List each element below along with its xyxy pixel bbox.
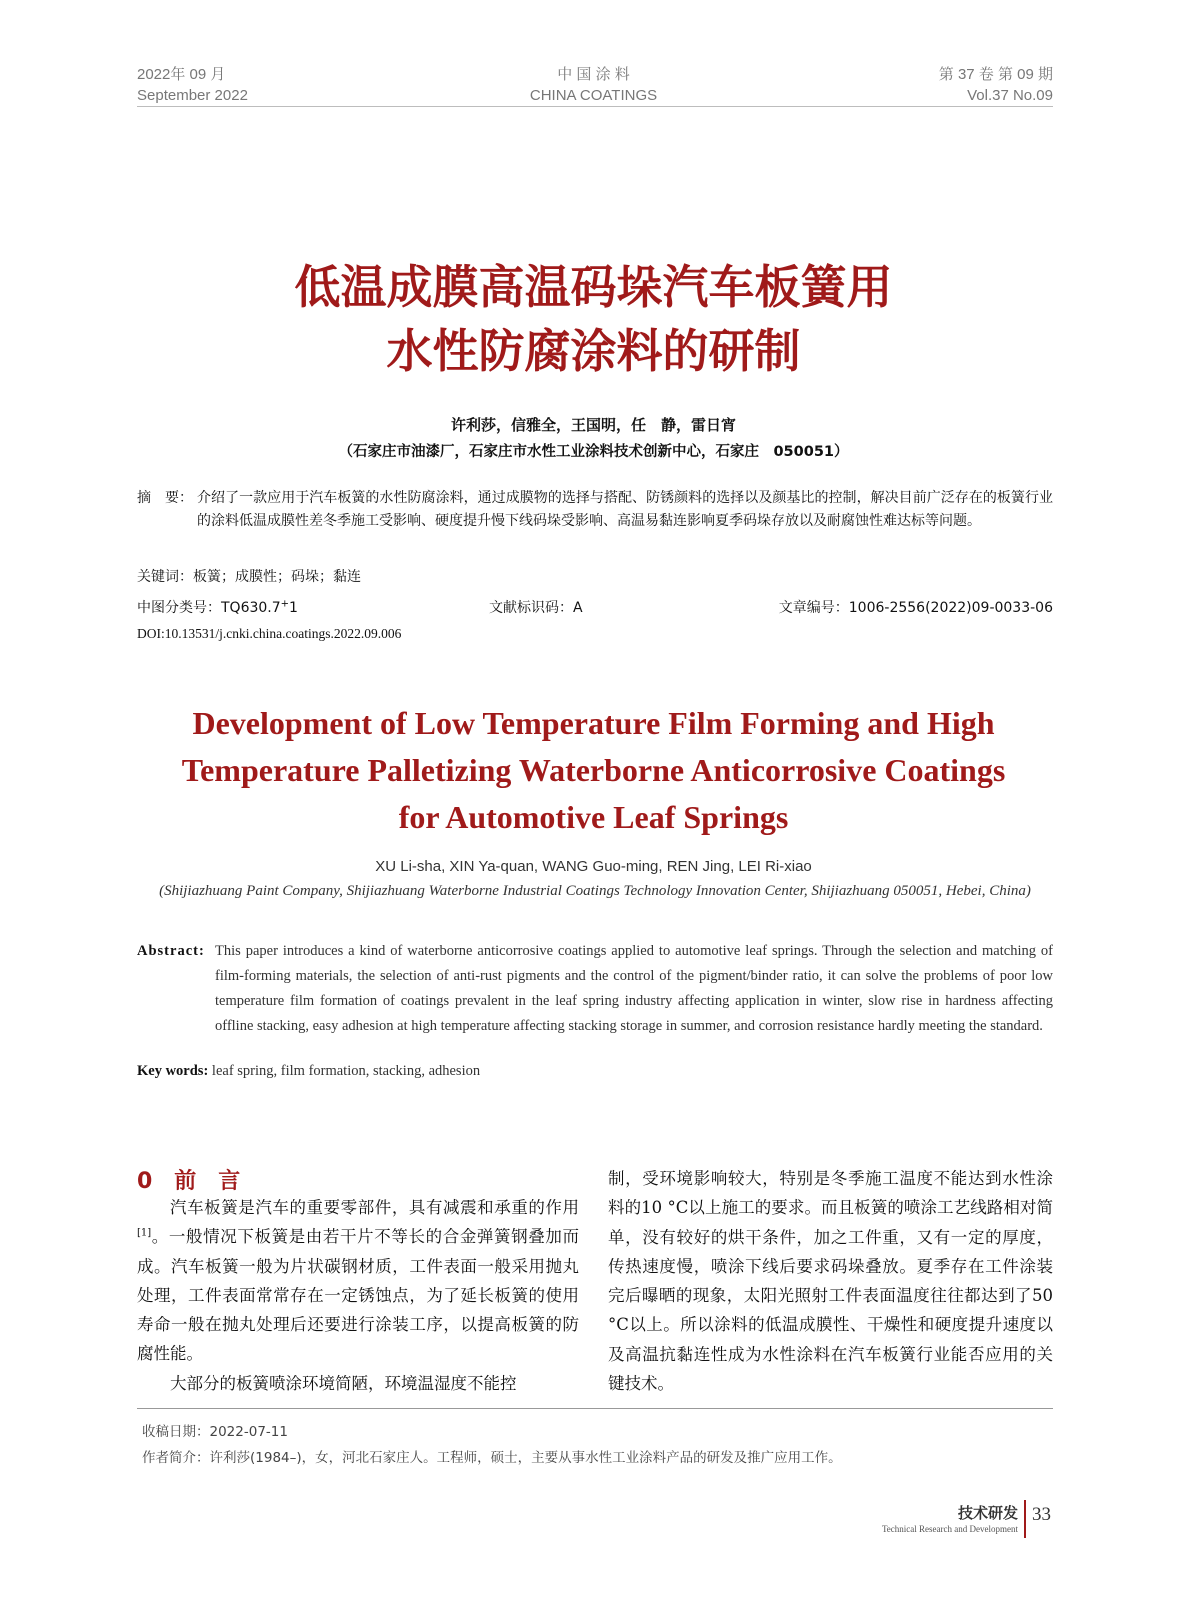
title-cn-line1: 低温成膜高温码垛汽车板簧用 bbox=[294, 260, 893, 314]
header-rule bbox=[137, 106, 1053, 107]
affiliation-en: (Shijiazhuang Paint Company, Shijiazhuang Waterborne Industrial Coatings Technology Innovation Center, Shijiazhuang 050051, Hebei, China) bbox=[159, 883, 1031, 899]
paragraph: 制，受环境影响较大，特别是冬季施工温度不能达到水性涂料的10 °C以上施工的要求。而且板簧的喷涂工艺线路相对简单，没有较好的烘干条件，加之工件重，又有一定的厚度，传热速度慢，喷涂下线后要求码垛叠放。夏季存在工件涂装完后曝晒的现象，太阳光照射工件表面温度往往都达到了50 °C以上。所以涂料的低温成膜性、干燥性和硬度提升速度以及高温抗黏连性成为水性涂料在汽车板簧行业能否应用的关键技术。 bbox=[608, 1169, 1053, 1394]
footnote-received: 收稿日期：2022-07-11 bbox=[142, 1424, 288, 1440]
header-journal-en: CHINA COATINGS bbox=[529, 87, 658, 104]
header-date-en: September 2022 bbox=[137, 87, 248, 104]
footnote-rule bbox=[137, 1408, 1053, 1409]
title-cn-line2: 水性防腐涂料的研制 bbox=[386, 324, 801, 378]
title-en-line2: Temperature Palletizing Waterborne Anticorrosive Coatings bbox=[181, 752, 1006, 788]
footer-section-cn: 技术研发 bbox=[957, 1504, 1018, 1522]
footer-divider bbox=[1024, 1500, 1026, 1538]
header-date-cn: 2022年 09 月 bbox=[137, 66, 226, 83]
section-heading: 0 前 言 bbox=[137, 1169, 241, 1194]
paragraph: 大部分的板簧喷涂环境简陋，环境温湿度不能控 bbox=[170, 1373, 517, 1393]
title-en-line3: for Automotive Leaf Springs bbox=[398, 799, 789, 835]
body-column-right bbox=[608, 1164, 1053, 1398]
keywords-en-label: Key words: bbox=[137, 1063, 209, 1079]
authors-cn: 许利莎，信雅全，王国明，任 静，雷日宵 bbox=[450, 416, 736, 434]
abstract-cn-text: 介绍了一款应用于汽车板簧的水性防腐涂料，通过成膜物的选择与搭配、防锈颜料的选择以及颜基比的控制，解决目前广泛存在的板簧行业的涂料低温成膜性差冬季施工受影响、硬度提升慢下线码垛受影响、高温易黏连影响夏季码垛存放以及耐腐蚀性难达标等问题。 bbox=[197, 490, 1053, 529]
title-en-line1: Development of Low Temperature Film Forming and High bbox=[192, 705, 995, 741]
document-code: 文献标识码：A bbox=[489, 600, 583, 616]
keywords-en-text: leaf spring, film formation, stacking, adhesion bbox=[208, 1063, 481, 1079]
page-number: 33 bbox=[1032, 1504, 1051, 1525]
doi: DOI:10.13531/j.cnki.china.coatings.2022.09.006 bbox=[137, 626, 402, 641]
citation-ref[interactable]: [1] bbox=[137, 1227, 152, 1239]
keywords-en bbox=[137, 1063, 480, 1080]
abstract-cn bbox=[137, 487, 1053, 533]
abstract-cn-label: 摘 要： bbox=[137, 490, 193, 506]
body-column-left bbox=[137, 1193, 579, 1398]
header-journal-cn: 中 国 涂 料 bbox=[557, 66, 630, 83]
title-cn bbox=[0, 255, 1187, 383]
article-number: 文章编号：1006-2556(2022)09-0033-06 bbox=[778, 600, 1053, 616]
keywords-cn: 关键词：板簧；成膜性；码垛；黏连 bbox=[137, 569, 361, 585]
header-volume bbox=[939, 64, 1053, 106]
affiliation-cn: （石家庄市油漆厂，石家庄市水性工业涂料技术创新中心，石家庄 050051） bbox=[338, 444, 849, 460]
title-en bbox=[0, 700, 1187, 841]
abstract-en-text: This paper introduces a kind of waterborne anticorrosive coatings applied to automotive leaf springs. Through the selection and matching of film-forming materials, the selection of anti-rust pigments and the control of the pigment/binder ratio, it can solve the problems of poor low temperature film formation of coatings prevalent in the leaf spring industry affecting application in winter, slow rise in hardness affecting offline stacking, easy adhesion at high temperature affecting stacking storage in summer, and corrosion resistance hardly meeting the standard. bbox=[215, 943, 1053, 1034]
header-volume-en: Vol.37 No.09 bbox=[967, 87, 1053, 104]
paragraph: 汽车板簧是汽车的重要零部件，具有减震和承重的作用[1]。一般情况下板簧是由若干片不等长的合金弹簧钢叠加而成。汽车板簧一般为片状碳钢材质，工件表面一般采用抛丸处理，工件表面常常存在一定锈蚀点，为了延长板簧的使用寿命一般在抛丸处理后还要进行涂装工序，以提高板簧的防腐性能。 bbox=[137, 1198, 579, 1364]
clc-number: 中图分类号：TQ630.7+1 bbox=[137, 598, 298, 616]
header-volume-cn: 第 37 卷 第 09 期 bbox=[938, 66, 1053, 83]
abstract-en bbox=[137, 939, 1053, 1039]
abstract-en-label: Abstract: bbox=[137, 943, 205, 959]
footer-section-en: Technical Research and Development bbox=[881, 1524, 1018, 1534]
footnote-author-bio: 作者简介：许利莎(1984–)，女，河北石家庄人。工程师，硕士，主要从事水性工业涂料产品的研发及推广应用工作。 bbox=[142, 1450, 842, 1466]
authors-en: XU Li-sha, XIN Ya-quan, WANG Guo-ming, REN Jing, LEI Ri-xiao bbox=[375, 858, 812, 875]
